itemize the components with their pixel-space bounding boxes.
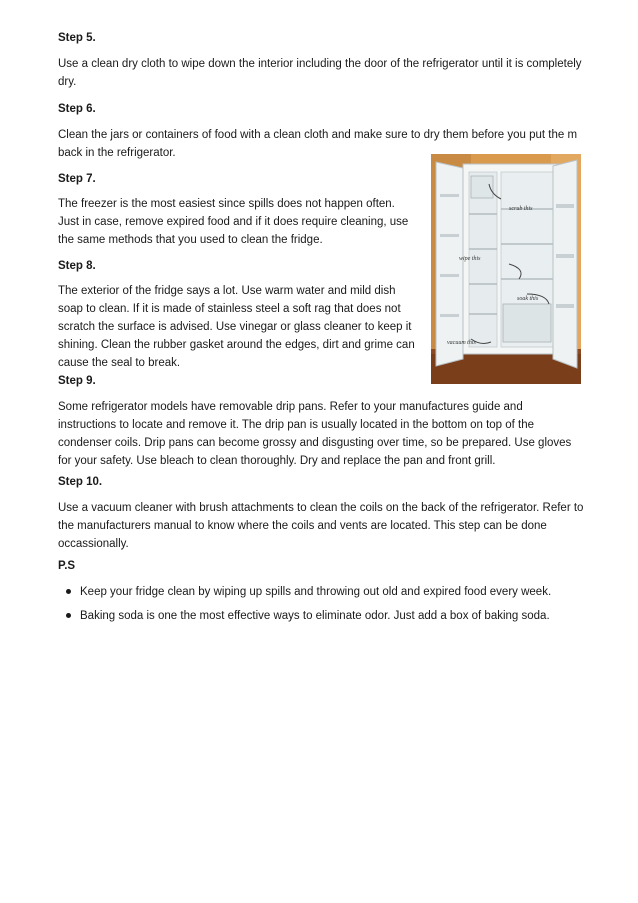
step-9-line-3: condenser coils. Drip pans can become grossy and disgusting over time, so be prepared. Use gloves bbox=[58, 437, 572, 449]
step-5-line-2: dry. bbox=[58, 76, 77, 88]
bullet-text: Baking soda is one the most effective ways to eliminate odor. Just add a box of baking soda. bbox=[80, 610, 550, 622]
ps-bullet-list bbox=[58, 583, 551, 631]
ps-heading: P.S bbox=[58, 560, 76, 572]
step-8-line-5: cause the seal to break. bbox=[58, 357, 181, 369]
annotation-soak: soak this bbox=[517, 296, 539, 302]
step-10-line-1: Use a vacuum cleaner with brush attachments to clean the coils on the back of the refrigerator. Refer to bbox=[58, 502, 584, 514]
step-9-line-4: for your safety. Use bleach to clean thoroughly. Dry and replace the pan and front grill. bbox=[58, 455, 496, 467]
step-9-heading: Step 9. bbox=[58, 375, 96, 387]
step-7-text bbox=[58, 195, 408, 249]
refrigerator-illustration bbox=[431, 154, 581, 384]
annotation-wipe: wipe this bbox=[459, 256, 481, 262]
step-9-text bbox=[58, 398, 571, 470]
bullet-icon bbox=[66, 613, 71, 618]
step-7-heading: Step 7. bbox=[58, 173, 96, 185]
step-9-line-1: Some refrigerator models have removable drip pans. Refer to your manufactures guide and bbox=[58, 401, 523, 413]
step-8-line-2: soap to clean. If it is made of stainless steel a soft rag that does not bbox=[58, 303, 401, 315]
bullet-text: Keep your fridge clean by wiping up spills and throwing out old and expired food every week. bbox=[80, 586, 552, 598]
step-7-line-3: the same methods that you used to clean the fridge. bbox=[58, 234, 323, 246]
step-10-heading: Step 10. bbox=[58, 476, 103, 488]
step-5-heading: Step 5. bbox=[58, 32, 96, 44]
annotation-vacuum: vacuum this bbox=[447, 340, 476, 346]
step-5-line-1: Use a clean dry cloth to wipe down the interior including the door of the refrigerator until it is completely bbox=[58, 58, 582, 70]
step-8-line-1: The exterior of the fridge says a lot. Use warm water and mild dish bbox=[58, 285, 396, 297]
step-6-line-1: Clean the jars or containers of food with a clean cloth and make sure to dry them before you put the m bbox=[58, 129, 578, 141]
step-8-line-4: shining. Clean the rubber gasket around the edges, dirt and grime can bbox=[58, 339, 415, 351]
step-6-heading: Step 6. bbox=[58, 103, 96, 115]
step-7-line-1: The freezer is the most easiest since spills does not happen often. bbox=[58, 198, 395, 210]
step-8-heading: Step 8. bbox=[58, 260, 96, 272]
step-7-line-2: Just in case, remove expired food and if it does require cleaning, use bbox=[58, 216, 409, 228]
step-10-line-3: occassionally. bbox=[58, 538, 129, 550]
step-5-text bbox=[58, 55, 582, 91]
list-item bbox=[58, 583, 551, 607]
refrigerator-photo bbox=[431, 154, 581, 384]
list-item bbox=[58, 607, 551, 631]
step-8-line-3: scratch the surface is advised. Use vinegar or glass cleaner to keep it bbox=[58, 321, 412, 333]
bullet-icon bbox=[66, 589, 71, 594]
step-10-line-2: the manufacturers manual to know where the coils and vents are located. This step can be done bbox=[58, 520, 547, 532]
step-8-text bbox=[58, 282, 415, 372]
annotation-scrub: scrub this bbox=[509, 206, 533, 212]
step-6-line-2: back in the refrigerator. bbox=[58, 147, 176, 159]
step-10-text bbox=[58, 499, 583, 553]
step-9-line-2: instructions to locate and remove it. The drip pan is usually located in the bottom on top of the bbox=[58, 419, 535, 431]
